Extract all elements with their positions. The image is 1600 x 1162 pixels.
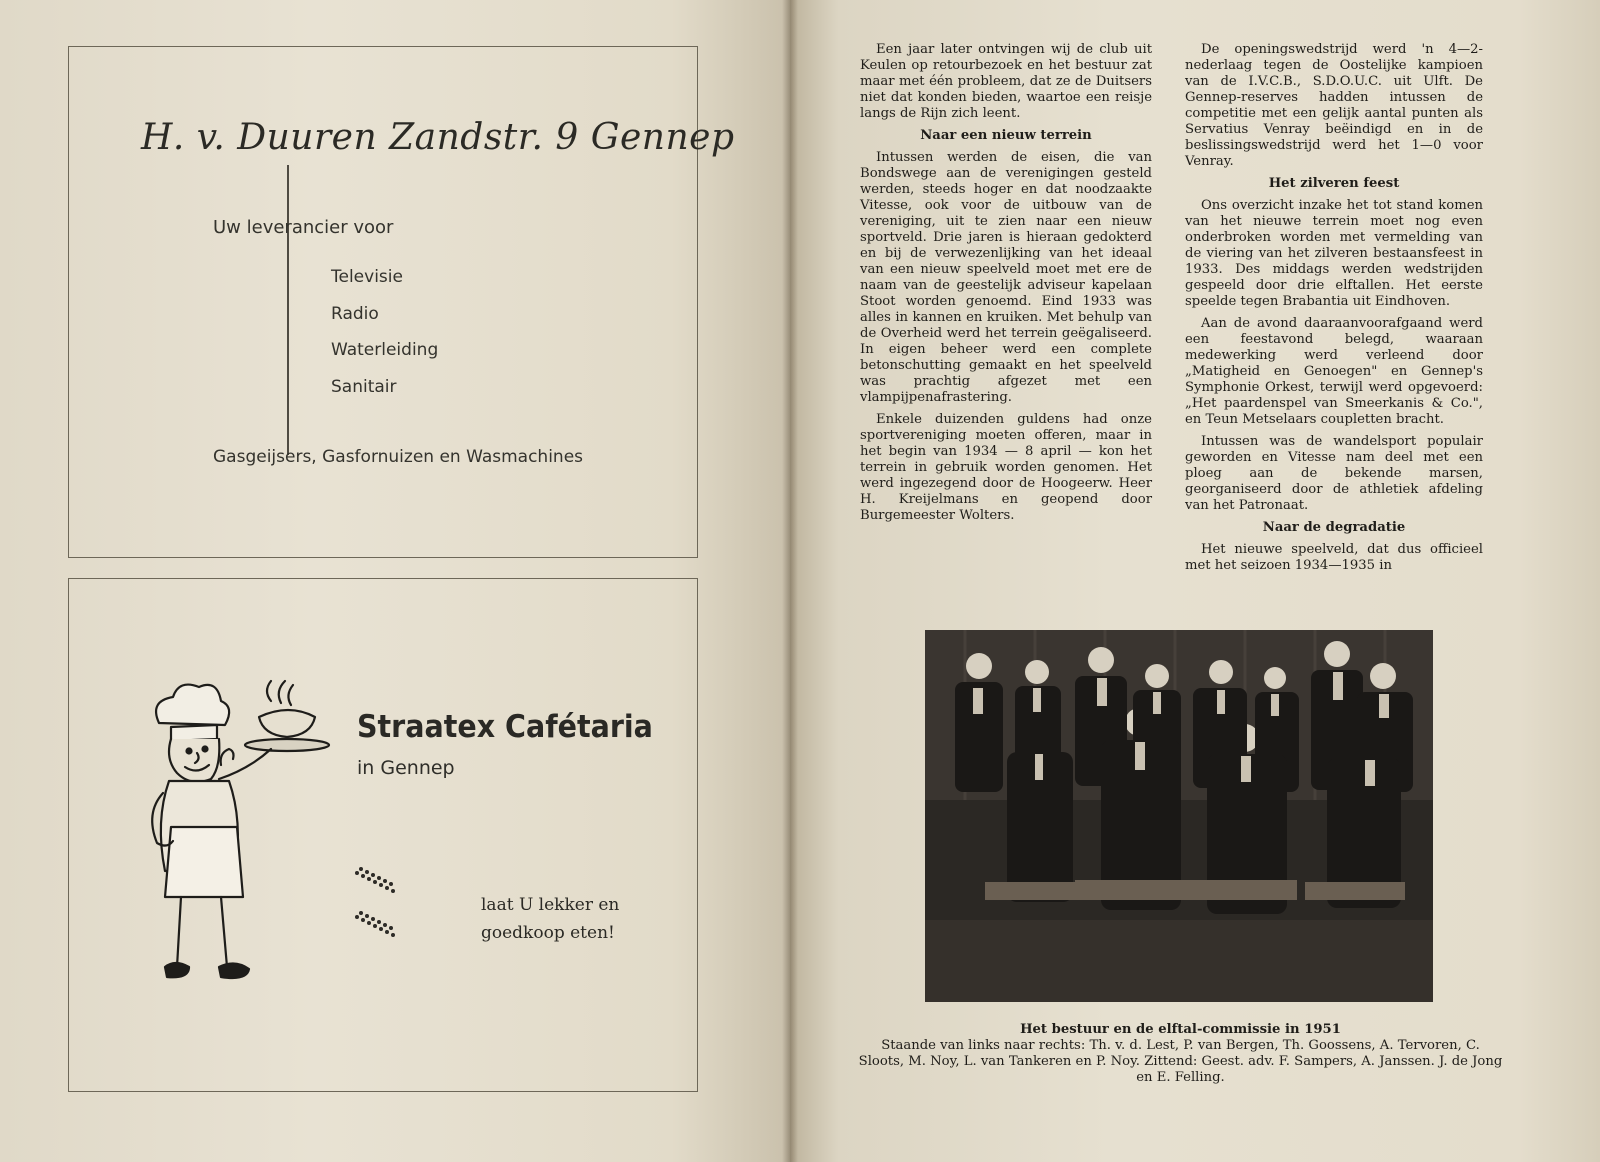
ad-title: Straatex Cafétaria <box>357 709 653 745</box>
slogan-line: goedkoop eten! <box>481 923 615 943</box>
dotted-ornament <box>351 911 397 939</box>
slogan-line: laat U lekker en <box>481 895 620 915</box>
paragraph: Intussen werden de eisen, die van Bondswege aan de verenigingen gesteld werden, steeds hoger en dat noodzaakte Vitesse, ook voor de uitbouw van de vereniging, uit te zien naar een nieuw sportveld. Drie jaren is hieraan gedokterd en bij de verwezenlijking van het ideaal van een nieuw speelveld moet met ere de naam van de geestelijk adviseur kapelaan Stoot worden genoemd. Eind 1933 was alles in kannen en kruiken. Met behulp van de Overheid werd het terrein geëgaliseerd. In eigen beheer werd een complete betonschutting gemaakt en het speelveld was prachtig afgezet met een vlampijpenafrastering. <box>860 150 1152 405</box>
paragraph: Intussen was de wandelsport populair geworden en Vitesse nam deel met een ploeg aan de bekende marsen, georganiseerd door de athletiek afdeling van het Patronaat. <box>1185 434 1483 513</box>
paragraph: Aan de avond daaraanvoorafgaand werd een feestavond belegd, waaraan medewerking werd verleend door „Matigheid en Genoegen" en Gennep's Symphonie Orkest, terwijl werd opgevoerd: „Het paardenspel van Smeerkanis & Co.", en Teun Metselaars coupletten bracht. <box>1185 316 1483 427</box>
product-item: Waterleiding <box>331 340 439 360</box>
paragraph: Ons overzicht inzake het tot stand komen van het nieuwe terrein moet nog even onderbroken worden met vermelding van de viering van het zilveren bestaansfeest in 1933. Des middags werden wedstrijden gespeeld door drie elftallen. Het eerste speelde tegen Brabantia uit Eindhoven. <box>1185 198 1483 309</box>
ad-subtitle: Uw leverancier voor <box>213 217 394 238</box>
caption-text: Staande van links naar rechts: Th. v. d. Lest, P. van Bergen, Th. Goossens, A. Tervoren, C. Sloots, M. Noy, L. van Tankeren en P. Noy. Zittend: Geest. adv. F. Sampers, A. Janssen. J. de Jong en E. Felling. <box>858 1038 1503 1085</box>
paragraph: Enkele duizenden guldens had onze sportvereniging moeten offeren, maar in het begin van 1934 — 8 april — kon het terrein in gebruik worden genomen. Het werd ingezegend door de Hoogeerw. Heer H. Kreijelmans en geopend door Burgemeester Wolters. <box>860 412 1152 523</box>
advertisement-straatex <box>68 578 698 1092</box>
text-column-left <box>860 42 1152 530</box>
ad-subtitle: in Gennep <box>357 757 455 779</box>
product-item: Sanitair <box>331 376 397 397</box>
paragraph: De openingswedstrijd werd 'n 4—2-nederlaag tegen de Oostelijke kampioen van de I.V.C.B., S.D.O.U.C. uit Ulft. De Gennep-reserves hadden intussen de competitie met een gelijk aantal punten als Servatius Venray beëindigd en in de beslissingswedstrijd werd het 1—0 voor Venray. <box>1185 42 1483 169</box>
caption-title: Het bestuur en de elftal-commissie in 1951 <box>1020 1022 1341 1037</box>
product-item: Radio <box>331 303 379 324</box>
section-heading: Naar de degradatie <box>1262 520 1406 535</box>
section-heading: Naar een nieuw terrein <box>920 128 1092 143</box>
ad-title: H. v. Duuren Zandstr. 9 Gennep <box>141 117 735 158</box>
photo-caption <box>858 1022 1503 1086</box>
advertisement-van-duuren <box>68 46 735 558</box>
paragraph: Een jaar later ontvingen wij de club uit Keulen op retourbezoek en het bestuur zat maar met één probleem, dat ze de Duitsers niet dat konden bieden, waartoe een reisje langs de Rijn zich leent. <box>860 42 1152 121</box>
section-heading: Het zilveren feest <box>1268 176 1400 191</box>
product-list <box>331 267 438 413</box>
ad-footer: Gasgeijsers, Gasfornuizen en Wasmachines <box>213 447 584 467</box>
group-photo <box>925 630 1433 1002</box>
divider-line <box>287 165 289 455</box>
book-gutter <box>782 0 798 1162</box>
left-page <box>0 0 790 1162</box>
paragraph: Het nieuwe speelveld, dat dus officieel met het seizoen 1934—1935 in <box>1185 542 1483 573</box>
product-item: Televisie <box>331 267 403 287</box>
chef-illustration <box>141 677 331 1007</box>
dotted-ornament <box>351 867 397 895</box>
ad-slogan <box>481 891 619 947</box>
text-column-right <box>1185 42 1483 580</box>
